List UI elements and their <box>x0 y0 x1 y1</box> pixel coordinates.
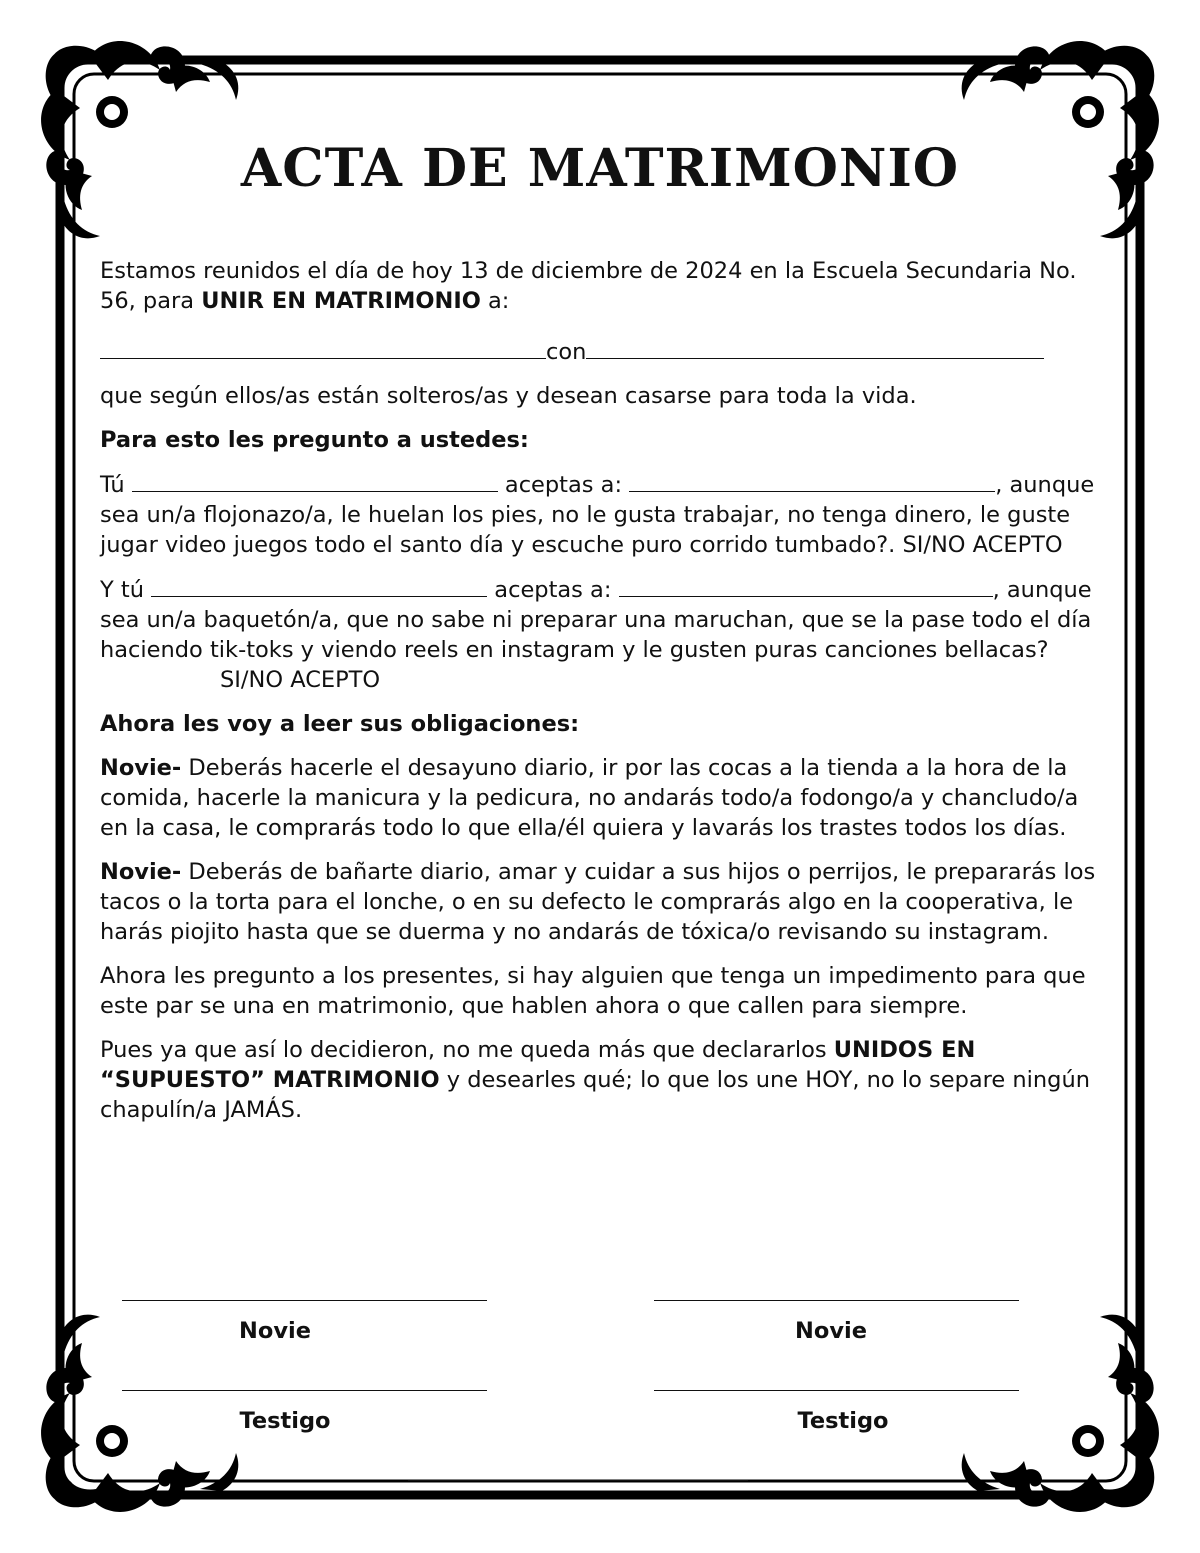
q2-end: , aunque sea un/a baquetón/a, que no sabe ni preparar una maruchan, que se la pase todo el día haciendo tik-toks y viendo reels en instagram y le gusten puras canciones bellacas? <box>100 577 1092 663</box>
ob1-label: Novie- <box>100 755 182 781</box>
signature-line-center[interactable] <box>408 1480 748 1481</box>
signature-line-left-bottom[interactable] <box>122 1390 487 1391</box>
names-line <box>100 336 1110 367</box>
obligations-heading-text: Ahora les voy a leer sus obligaciones: <box>100 711 580 737</box>
signature-line-left-top[interactable] <box>122 1300 487 1301</box>
intro-text-end: a: <box>480 288 510 314</box>
single-paragraph: que según ellos/as están solteros/as y desean casarse para toda la vida. <box>100 383 917 409</box>
q2-mid: aceptas a: <box>487 577 619 603</box>
obligation-1 <box>100 753 1110 843</box>
q2-blank-2[interactable] <box>619 574 993 597</box>
signature-label-left-top: Novie <box>239 1318 311 1344</box>
intro-text: Estamos reunidos el día de hoy 13 de diciembre de 2024 en la Escuela Secundaria No. 56, para <box>100 258 1077 314</box>
q2-start: Y tú <box>100 577 152 603</box>
signature-label-left-bottom: Testigo <box>239 1408 331 1434</box>
name-blank-2[interactable] <box>586 336 1044 359</box>
impediment-paragraph: Ahora les pregunto a los presentes, si hay alguien que tenga un impedimento para que este par se una en matrimonio, que hablen ahora o que callen para siempre. <box>100 963 1086 1019</box>
q2-answer: SI/NO ACEPTO <box>220 667 381 693</box>
signature-line-right-bottom[interactable] <box>654 1390 1019 1391</box>
q1-blank-2[interactable] <box>629 469 995 492</box>
ob2-label: Novie- <box>100 859 182 885</box>
question-heading <box>100 425 1110 455</box>
q2-blank-1[interactable] <box>151 574 487 597</box>
signature-label-right-bottom: Testigo <box>797 1408 889 1434</box>
question-2 <box>100 574 1110 695</box>
closing-text: Pues ya que así lo decidieron, no me queda más que declararlos <box>100 1037 834 1063</box>
obligation-2 <box>100 857 1110 947</box>
closing-paragraph <box>100 1035 1110 1125</box>
signature-line-right-top[interactable] <box>654 1300 1019 1301</box>
q1-end: , aunque sea un/a flojonazo/a, le huelan los pies, no le gusta trabajar, no tenga dinero, le guste jugar video juegos todo el santo día y escuche puro corrido tumbado?. SI/NO ACEPTO <box>100 472 1095 558</box>
intro-bold: UNIR EN MATRIMONIO <box>201 288 481 314</box>
question-heading-text: Para esto les pregunto a ustedes: <box>100 427 529 453</box>
ob2-text: Deberás de bañarte diario, amar y cuidar a sus hijos o perrijos, le prepararás los tacos o la torta para el lonche, o en su defecto le comprarás algo en la cooperativa, le harás piojito hasta que se duerma y no andarás de tóxica/o revisando su instagram. <box>100 859 1096 945</box>
obligations-heading <box>100 709 1110 739</box>
q1-blank-1[interactable] <box>132 469 498 492</box>
closing-bold: UNIDOS EN “SUPUESTO” MATRIMONIO <box>100 1037 976 1093</box>
intro-paragraph <box>100 256 1110 316</box>
closing-text-end: y desearles qué; lo que los une HOY, no lo separe ningún chapulín/a JAMÁS. <box>100 1067 1090 1123</box>
q1-start: Tú <box>100 472 132 498</box>
con-word: con <box>546 339 587 365</box>
q1-mid: aceptas a: <box>497 472 630 498</box>
page-title: ACTA DE MATRIMONIO <box>240 138 960 199</box>
ob1-text: Deberás hacerle el desayuno diario, ir por las cocas a la tienda a la hora de la comida, hacerle la manicura y la pedicura, no andarás todo/a fodongo/a y chancludo/a en la casa, le comprarás todo lo que ella/él quiera y lavarás los trastes todos los días. <box>100 755 1079 841</box>
signature-label-right-top: Novie <box>795 1318 867 1344</box>
document-body <box>100 256 1110 1139</box>
name-blank-1[interactable] <box>100 336 546 359</box>
question-1 <box>100 469 1110 560</box>
